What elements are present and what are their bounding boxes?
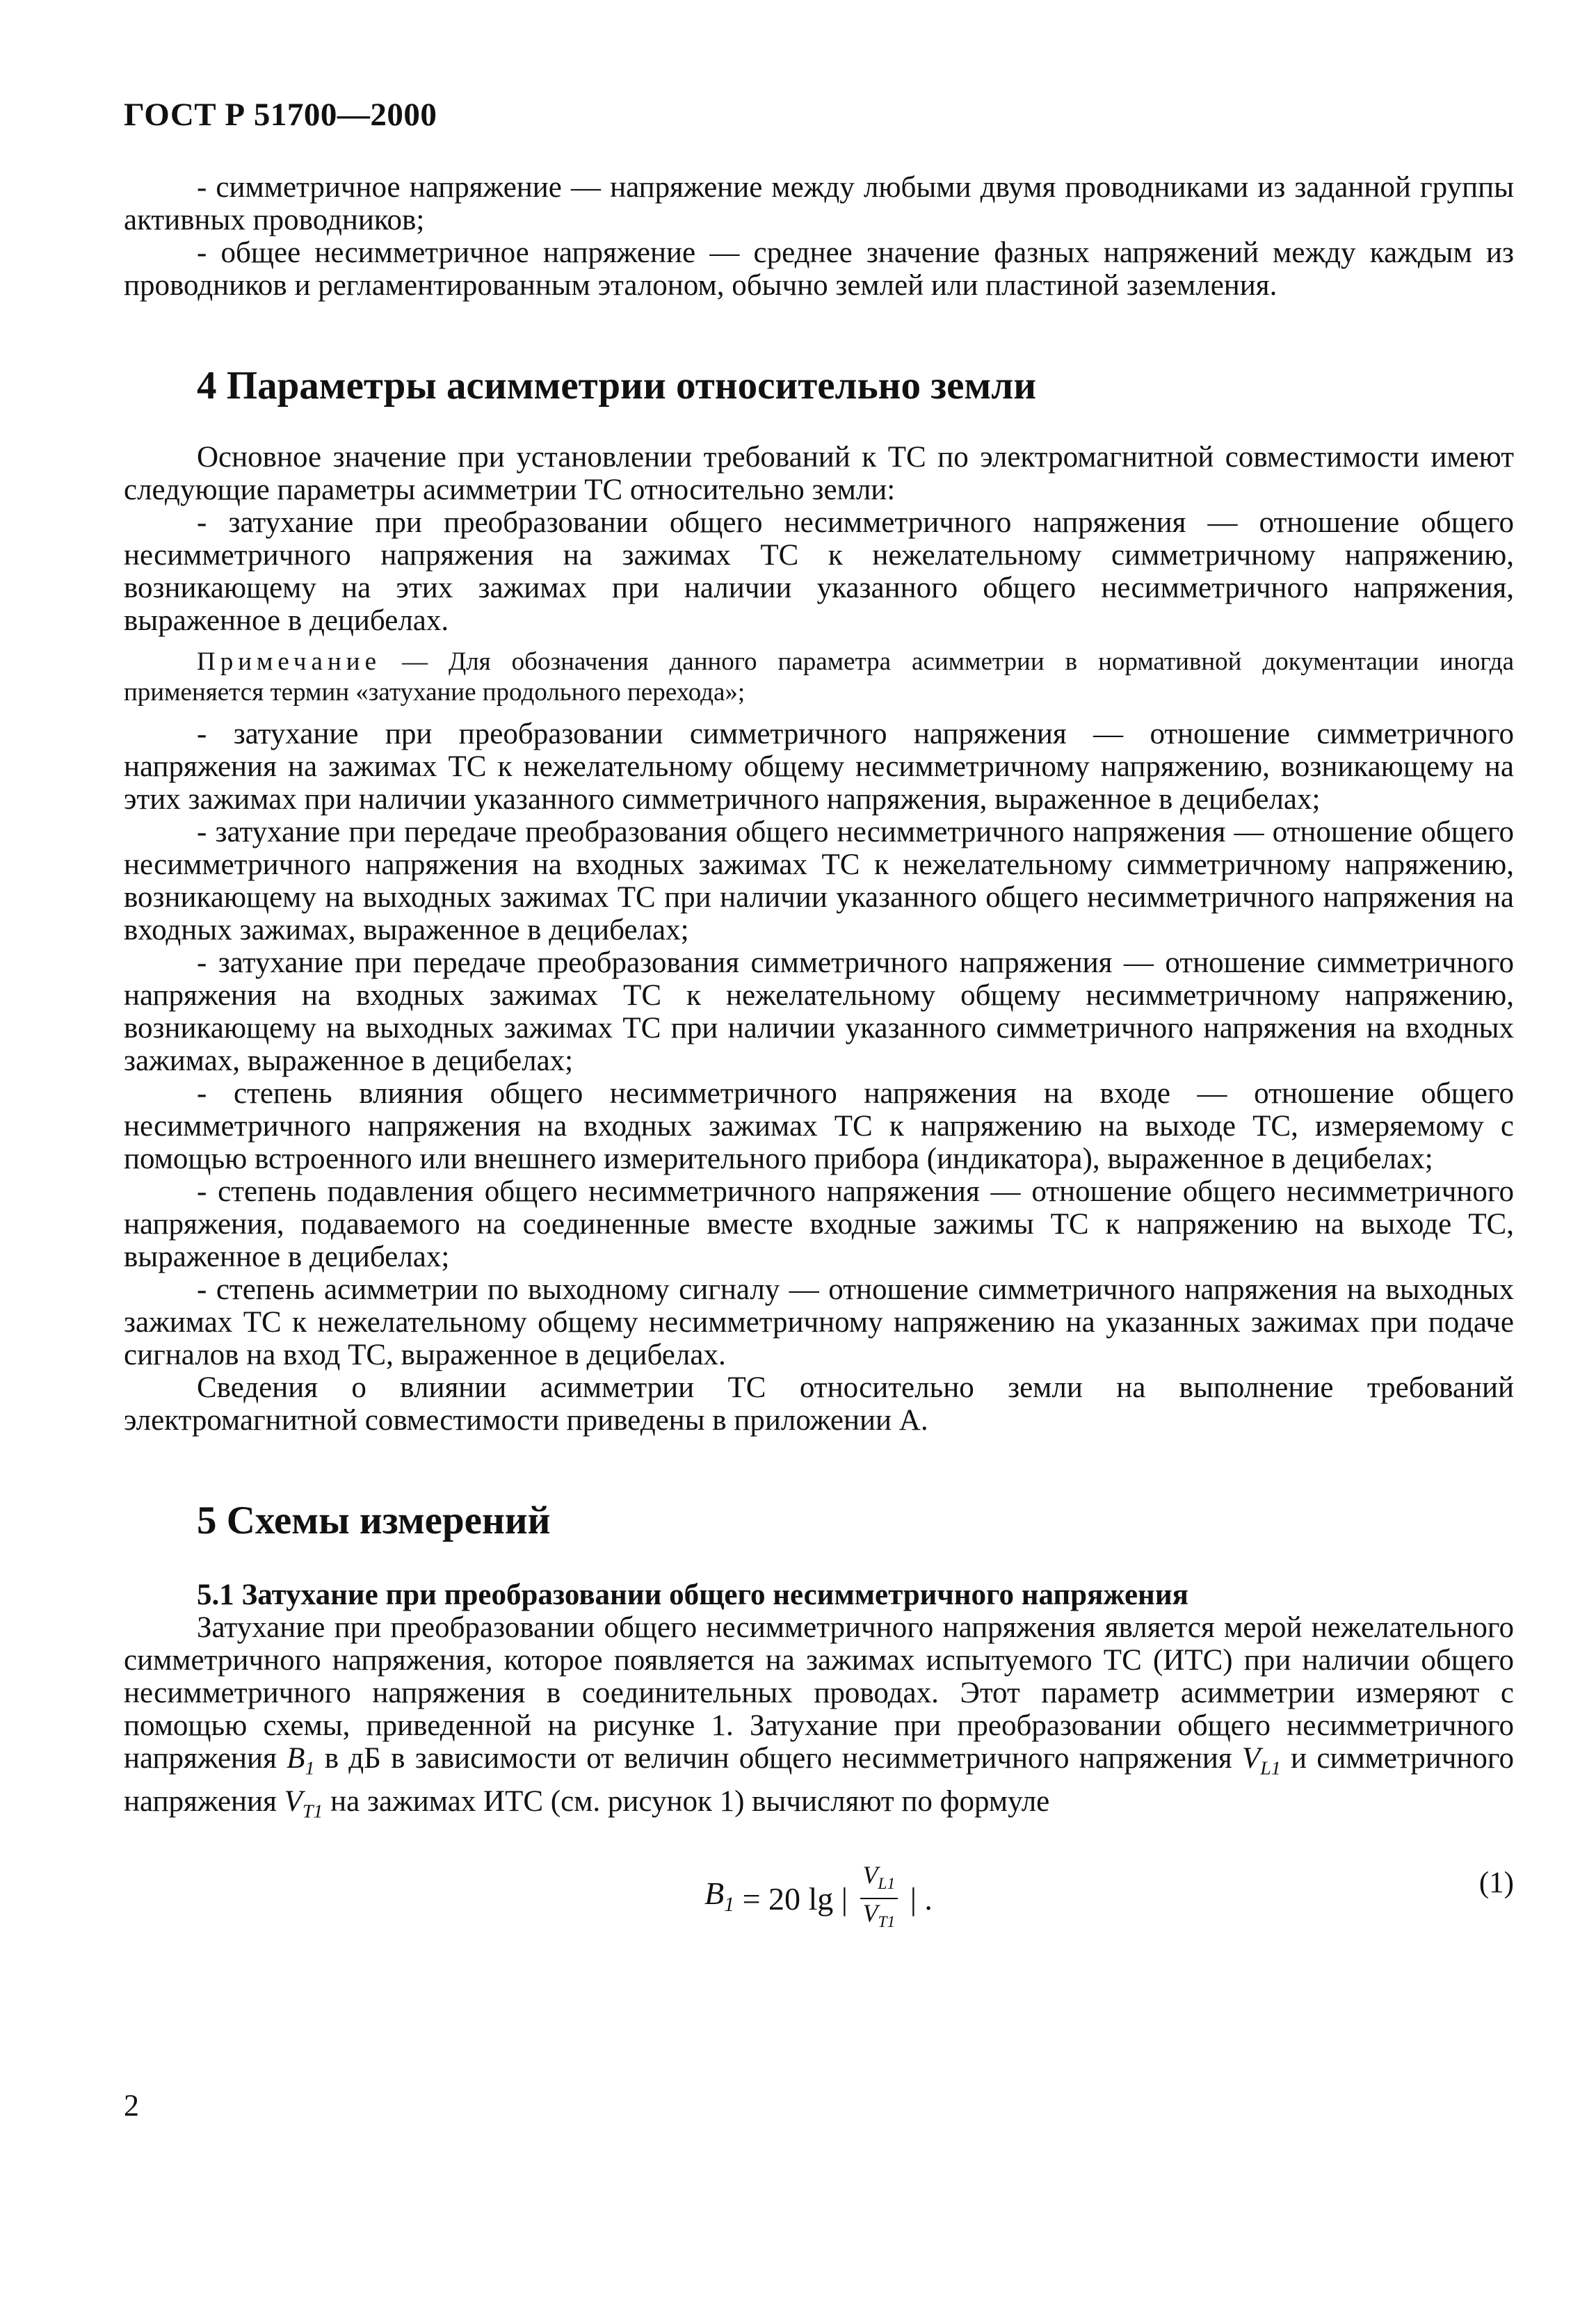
inline-symbol-vt1: $V_{T1}$: [284, 1784, 323, 1823]
section-4-paragraph-5: - затухание при передаче преобразования симметричного напряжения — отношение симметричного напряжения на входных зажимах ТС к нежелательному общему несимметричному напряжению, возникающему на выходных зажимах ТС при наличии указанного симметричного напряжения на входных зажимах, выраженное в децибелах;: [124, 946, 1514, 1077]
note-text: — Для обозначения данного параметра асимметрии в нормативной документации иногда применяется термин «затухание продольного перехода»;: [124, 647, 1514, 707]
inline-symbol-b1: $B_1$: [287, 1742, 315, 1780]
section-4-paragraph-2: - затухание при преобразовании общего несимметричного напряжения — отношение общего несимметричного напряжения на зажимах ТС к нежелательному симметричному напряжению, возникающему на этих зажимах при наличии указанного общего несимметричного напряжения, выраженное в децибелах.: [124, 506, 1514, 637]
formula-expression: [704, 1861, 933, 1936]
section-4-paragraph-3: - затухание при преобразовании симметричного напряжения — отношение симметричного напряжения на зажимах ТС к нежелательному общему несимметричному напряжению, возникающему на этих зажимах при наличии указанного симметричного напряжения, выраженное в децибелах;: [124, 718, 1514, 816]
note-block: [124, 647, 1514, 708]
equation-number: (1): [1478, 1866, 1514, 1900]
formula-lhs: $B_1$: [704, 1875, 735, 1916]
inline-symbol-vl1: $V_{L1}$: [1241, 1742, 1281, 1780]
intro-paragraph-1: - симметричное напряжение — напряжение между любыми двумя проводниками из заданной группы активных проводников;: [124, 171, 1514, 236]
formula-fraction: [860, 1861, 898, 1936]
formula-numerator: $V_{L1}$: [860, 1861, 898, 1899]
page-content: [124, 171, 1515, 1932]
formula-denominator: $V_{T1}$: [862, 1899, 896, 1932]
section-4-paragraph-8: - степень асимметрии по выходному сигналу — отношение симметричного напряжения на выходных зажимах ТС к нежелательному общему несимметричному напряжению на указанных зажимах при подаче сигналов на вход ТС, выраженное в децибелах.: [124, 1273, 1514, 1371]
section-4-paragraph-6: - степень влияния общего несимметричного напряжения на входе — отношение общего несимметричного напряжения на входных зажимах ТС к напряжению на выходе ТС, измеряемому с помощью встроенного или внешнего измерительного прибора (индикатора), выраженное в децибелах;: [124, 1077, 1514, 1175]
subsection-5-1-paragraph: Затухание при преобразовании общего несимметричного напряжения является мерой нежелательного симметричного напряжения, которое появляется на зажимах испытуемого ТС (ИТС) при наличии общего несимметричного напряжения в соединительных проводах. Этот параметр асимметрии измеряют с помощью схемы, приведенной на рисунке 1. Затухание при преобразовании общего несимметричного напряжения $B_1$ в дБ в зависимости от величин общего несимметричного напряжения $V_{L1}$ и симметричного напряжения $V_{T1}$ на зажимах ИТС (см. рисунок 1) вычисляют по формуле: [124, 1611, 1515, 1823]
section-4-paragraph-4: - затухание при передаче преобразования общего несимметричного напряжения — отношение общего несимметричного напряжения на входных зажимах ТС к нежелательному симметричному напряжению, возникающему на выходных зажимах ТС при наличии указанного общего несимметричного напряжения на входных зажимах, выраженное в децибелах;: [124, 816, 1514, 946]
document-header: ГОСТ Р 51700—2000: [124, 97, 437, 133]
section-4-title: 4 Параметры асимметрии относительно земли: [197, 364, 1037, 408]
formula-suffix: | .: [902, 1880, 933, 1917]
intro-paragraph-2: - общее несимметричное напряжение — среднее значение фазных напряжений между каждым из проводников и регламентированным эталоном, обычно землей или пластиной заземления.: [124, 236, 1514, 302]
section-4-paragraph-7: - степень подавления общего несимметричного напряжения — отношение общего несимметричного напряжения, подаваемого на соединенные вместе входные зажимы ТС к напряжению на выходе ТС, выраженное в децибелах;: [124, 1175, 1514, 1273]
page-number: 2: [124, 2088, 139, 2122]
section-5-title: 5 Схемы измерений: [197, 1499, 551, 1542]
formula-1: [124, 1851, 1514, 1932]
section-4-paragraph-9: Сведения о влиянии асимметрии ТС относительно земли на выполнение требований электромагнитной совместимости приведены в приложении А.: [124, 1371, 1514, 1437]
subsection-5-1-title: 5.1 Затухание при преобразовании общего несимметричного напряжения: [197, 1579, 1188, 1611]
formula-operator: = 20 lg |: [734, 1880, 856, 1917]
note-label: Примечание: [197, 647, 381, 676]
section-4-paragraph-1: Основное значение при установлении требований к ТС по электромагнитной совместимости имеют следующие параметры асимметрии ТС относительно земли:: [124, 441, 1514, 506]
